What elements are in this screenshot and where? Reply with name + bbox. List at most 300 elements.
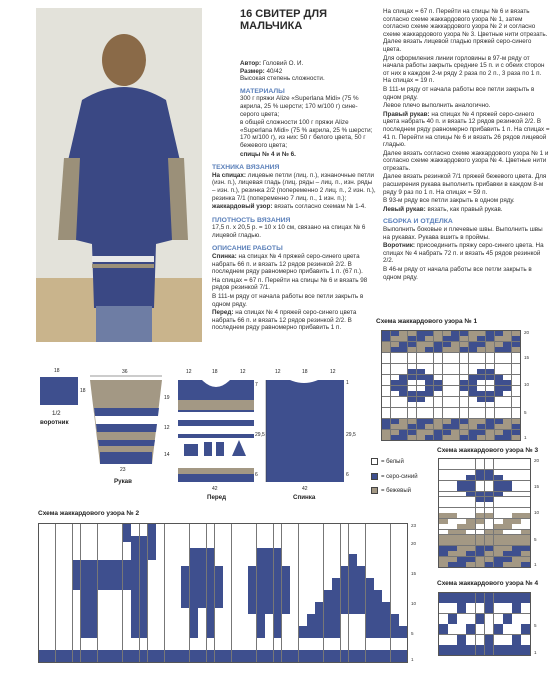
chart-cell bbox=[165, 572, 173, 578]
chart-cell bbox=[332, 614, 340, 620]
chart-cell bbox=[248, 626, 256, 632]
chart-cell bbox=[232, 614, 240, 620]
chart-cell bbox=[366, 626, 374, 632]
chart-cell bbox=[512, 524, 521, 529]
chart-cell bbox=[503, 614, 512, 624]
right-p3: В 111-м ряду от начала работы все петли закрыть в одном ряду. bbox=[383, 85, 535, 101]
chart-cell bbox=[448, 551, 457, 556]
chart-cell bbox=[173, 584, 181, 590]
chart-cell bbox=[165, 650, 173, 656]
chart-cell bbox=[215, 554, 223, 560]
chart-cell bbox=[408, 358, 416, 363]
chart-cell bbox=[349, 638, 357, 644]
chart-cell bbox=[439, 551, 448, 556]
author-label: Автор: bbox=[240, 60, 262, 67]
legend-blue bbox=[371, 473, 441, 482]
chart-cell bbox=[282, 650, 290, 656]
chart-cell bbox=[503, 380, 511, 385]
chart-cell bbox=[476, 603, 485, 613]
chart-cell bbox=[425, 369, 433, 374]
chart-cell bbox=[223, 644, 231, 650]
chart-cell bbox=[476, 464, 485, 469]
chart-cell bbox=[349, 644, 357, 650]
chart-cell bbox=[366, 638, 374, 644]
chart-cell bbox=[73, 596, 81, 602]
chart-cell bbox=[106, 650, 114, 656]
technique-jacquard-label: жаккардовый узор: bbox=[212, 203, 273, 211]
chart-cell bbox=[47, 548, 55, 554]
chart-cell bbox=[324, 524, 332, 530]
chart-cell bbox=[89, 536, 97, 542]
chart-cell bbox=[332, 656, 340, 662]
chart-cell bbox=[73, 536, 81, 542]
materials-p1: 300 г пряжи Alize «Superlana Midi» (75 % акрила, 25 % шерсти; 170 м/100 г) сине-серого цвета; bbox=[240, 95, 359, 118]
chart-cell bbox=[207, 524, 215, 530]
chart-cell bbox=[47, 530, 55, 536]
chart-cell bbox=[434, 413, 442, 418]
chart-cell bbox=[448, 459, 457, 464]
chart-cell bbox=[299, 530, 307, 536]
chart-cell bbox=[89, 566, 97, 572]
chart-cell bbox=[460, 419, 468, 424]
chart-cell bbox=[466, 551, 475, 556]
chart-cell bbox=[98, 638, 106, 644]
chart-cell bbox=[47, 554, 55, 560]
chart-cell bbox=[207, 656, 215, 662]
chart-cell bbox=[512, 530, 521, 535]
chart-cell bbox=[451, 419, 459, 424]
chart-cell bbox=[274, 554, 282, 560]
chart-cell bbox=[274, 644, 282, 650]
schema-1-row-numbers bbox=[524, 329, 538, 442]
chart-cell bbox=[207, 590, 215, 596]
chart-cell bbox=[485, 551, 494, 556]
chart-cell bbox=[173, 542, 181, 548]
chart-cell bbox=[494, 502, 503, 507]
chart-cell bbox=[123, 524, 131, 530]
chart-cell bbox=[408, 397, 416, 402]
chart-cell bbox=[198, 554, 206, 560]
chart-cell bbox=[73, 602, 81, 608]
chart-cell bbox=[391, 548, 399, 554]
chart-cell bbox=[494, 593, 503, 603]
chart-cell bbox=[140, 632, 148, 638]
chart-cell bbox=[466, 624, 475, 634]
chart-cell bbox=[466, 562, 475, 567]
chart-cell bbox=[495, 380, 503, 385]
chart-cell bbox=[512, 364, 520, 369]
chart-cell bbox=[148, 626, 156, 632]
chart-cell bbox=[81, 614, 89, 620]
chart-cell bbox=[521, 481, 530, 486]
chart-cell bbox=[382, 530, 390, 536]
chart-cell bbox=[417, 380, 425, 385]
chart-cell bbox=[98, 530, 106, 536]
chart-cell bbox=[64, 554, 72, 560]
chart-cell bbox=[466, 481, 475, 486]
chart-cell bbox=[140, 596, 148, 602]
chart-cell bbox=[165, 656, 173, 662]
chart-cell bbox=[374, 578, 382, 584]
chart-cell bbox=[374, 542, 382, 548]
chart-cell bbox=[290, 530, 298, 536]
chart-cell bbox=[460, 347, 468, 352]
chart-cell bbox=[494, 519, 503, 524]
chart-cell bbox=[89, 596, 97, 602]
chart-cell bbox=[123, 572, 131, 578]
chart-cell bbox=[131, 644, 139, 650]
chart-cell bbox=[357, 620, 365, 626]
chart-cell bbox=[232, 572, 240, 578]
chart-cell bbox=[39, 590, 47, 596]
chart-cell bbox=[466, 486, 475, 491]
chart-cell bbox=[248, 644, 256, 650]
s2-row-num: 20 bbox=[411, 541, 417, 546]
chart-cell bbox=[123, 542, 131, 548]
back-bottom-dim: 42 bbox=[302, 486, 308, 492]
chart-cell bbox=[47, 578, 55, 584]
chart-cell bbox=[466, 524, 475, 529]
chart-cell bbox=[131, 524, 139, 530]
chart-cell bbox=[140, 626, 148, 632]
chart-cell bbox=[448, 635, 457, 645]
chart-cell bbox=[307, 620, 315, 626]
chart-cell bbox=[106, 590, 114, 596]
chart-cell bbox=[98, 554, 106, 560]
chart-cell bbox=[476, 470, 485, 475]
front-text-1: на спицах № 4 пряжей серо-синего цвета набрать 66 п. и вязать 12 рядов резинкой 2/2. В последнем ряду равномерно прибавить 1 п. bbox=[212, 309, 357, 332]
chart-cell bbox=[443, 413, 451, 418]
chart-cell bbox=[165, 626, 173, 632]
chart-cell bbox=[476, 524, 485, 529]
chart-cell bbox=[232, 584, 240, 590]
chart-cell bbox=[357, 542, 365, 548]
chart-cell bbox=[521, 470, 530, 475]
chart-cell bbox=[434, 342, 442, 347]
chart-cell bbox=[425, 402, 433, 407]
chart-cell bbox=[39, 644, 47, 650]
chart-cell bbox=[73, 620, 81, 626]
chart-cell bbox=[503, 551, 512, 556]
chart-cell bbox=[223, 656, 231, 662]
collar-width-dim: 18 bbox=[54, 368, 60, 374]
chart-cell bbox=[476, 497, 485, 502]
chart-cell bbox=[521, 551, 530, 556]
chart-cell bbox=[494, 562, 503, 567]
chart-cell bbox=[173, 530, 181, 536]
chart-cell bbox=[332, 572, 340, 578]
chart-cell bbox=[477, 413, 485, 418]
chart-cell bbox=[357, 566, 365, 572]
chart-cell bbox=[181, 620, 189, 626]
chart-cell bbox=[156, 650, 164, 656]
chart-cell bbox=[485, 470, 494, 475]
technique-needles-text: лицевые петли (лиц. п.), изнаночные петли (изн. п.), лицевая гладь (лиц. ряды – лиц. п., изн. ряды – изн. п.), резинка 2/2 (попеременно 2 лиц. п., 2 изн. п.), резинка 7/1 (попеременно 7 лиц. п., 1 изн. п.); bbox=[212, 171, 376, 202]
chart-cell bbox=[232, 596, 240, 602]
front-h3-dim: 6 bbox=[255, 472, 258, 478]
chart-cell bbox=[257, 656, 265, 662]
chart-cell bbox=[140, 578, 148, 584]
chart-cell bbox=[315, 632, 323, 638]
chart-cell bbox=[512, 353, 520, 358]
chart-cell bbox=[215, 650, 223, 656]
chart-cell bbox=[332, 542, 340, 548]
chart-cell bbox=[382, 572, 390, 578]
chart-cell bbox=[494, 546, 503, 551]
chart-cell bbox=[503, 347, 511, 352]
chart-cell bbox=[366, 608, 374, 614]
sweater-photo bbox=[36, 8, 202, 342]
chart-cell bbox=[114, 650, 122, 656]
chart-cell bbox=[324, 626, 332, 632]
chart-cell bbox=[451, 391, 459, 396]
chart-cell bbox=[503, 492, 512, 497]
chart-cell bbox=[476, 475, 485, 480]
back-text-2: На спицах = 67 п. Перейти на спицы № 6 и вязать 98 рядов резинкой 7/1. bbox=[212, 276, 368, 292]
chart-cell bbox=[503, 557, 512, 562]
chart-cell bbox=[282, 620, 290, 626]
chart-cell bbox=[307, 560, 315, 566]
chart-cell bbox=[494, 513, 503, 518]
chart-cell bbox=[98, 584, 106, 590]
chart-cell bbox=[399, 342, 407, 347]
chart-cell bbox=[349, 656, 357, 662]
chart-cell bbox=[181, 626, 189, 632]
chart-cell bbox=[140, 650, 148, 656]
chart-cell bbox=[89, 554, 97, 560]
chart-cell bbox=[223, 596, 231, 602]
back-piece bbox=[264, 372, 346, 492]
chart-cell bbox=[282, 536, 290, 542]
chart-cell bbox=[448, 562, 457, 567]
chart-cell bbox=[476, 492, 485, 497]
chart-cell bbox=[399, 638, 407, 644]
chart-cell bbox=[512, 430, 520, 435]
chart-cell bbox=[399, 602, 407, 608]
chart-cell bbox=[89, 626, 97, 632]
chart-cell bbox=[207, 536, 215, 542]
chart-cell bbox=[366, 578, 374, 584]
chart-cell bbox=[366, 644, 374, 650]
chart-cell bbox=[198, 560, 206, 566]
chart-cell bbox=[207, 566, 215, 572]
chart-cell bbox=[198, 542, 206, 548]
chart-cell bbox=[257, 524, 265, 530]
chart-cell bbox=[486, 342, 494, 347]
chart-cell bbox=[443, 435, 451, 440]
chart-cell bbox=[89, 614, 97, 620]
chart-cell bbox=[349, 620, 357, 626]
chart-cell bbox=[190, 524, 198, 530]
chart-cell bbox=[140, 608, 148, 614]
chart-cell bbox=[332, 560, 340, 566]
chart-cell bbox=[448, 475, 457, 480]
chart-cell bbox=[408, 342, 416, 347]
chart-cell bbox=[448, 492, 457, 497]
chart-cell bbox=[290, 584, 298, 590]
chart-cell bbox=[466, 614, 475, 624]
chart-cell bbox=[148, 530, 156, 536]
chart-cell bbox=[282, 578, 290, 584]
chart-cell bbox=[460, 402, 468, 407]
chart-cell bbox=[503, 502, 512, 507]
chart-cell bbox=[265, 608, 273, 614]
chart-cell bbox=[47, 632, 55, 638]
chart-cell bbox=[512, 562, 521, 567]
schema-3-label: Схема жаккардового узора № 3 bbox=[437, 447, 539, 454]
chart-cell bbox=[89, 632, 97, 638]
chart-cell bbox=[89, 530, 97, 536]
chart-cell bbox=[332, 644, 340, 650]
chart-cell bbox=[98, 572, 106, 578]
chart-cell bbox=[434, 380, 442, 385]
chart-cell bbox=[114, 572, 122, 578]
chart-cell bbox=[73, 524, 81, 530]
chart-cell bbox=[307, 584, 315, 590]
chart-cell bbox=[81, 584, 89, 590]
chart-cell bbox=[73, 626, 81, 632]
chart-cell bbox=[382, 656, 390, 662]
chart-cell bbox=[443, 419, 451, 424]
right-sleeve-3: Далее вязать резинкой 7/1 пряжей бежевого цвета. Для расширения рукава выполнить прибавки в каждом 8-м ряду 9 раз по 1 п. На спицах = 59 п. bbox=[383, 173, 547, 196]
right-sleeve-4: В 93-м ряду все петли закрыть в одном ряду. bbox=[383, 197, 515, 205]
chart-cell bbox=[257, 530, 265, 536]
chart-cell bbox=[265, 656, 273, 662]
chart-cell bbox=[451, 369, 459, 374]
chart-cell bbox=[425, 435, 433, 440]
chart-cell bbox=[494, 486, 503, 491]
chart-cell bbox=[434, 358, 442, 363]
chart-cell bbox=[215, 566, 223, 572]
chart-cell bbox=[290, 596, 298, 602]
chart-cell bbox=[248, 590, 256, 596]
chart-cell bbox=[469, 397, 477, 402]
chart-cell bbox=[106, 566, 114, 572]
chart-cell bbox=[106, 656, 114, 662]
chart-cell bbox=[374, 548, 382, 554]
chart-cell bbox=[240, 626, 248, 632]
chart-cell bbox=[114, 524, 122, 530]
chart-cell bbox=[391, 375, 399, 380]
chart-cell bbox=[477, 347, 485, 352]
chart-cell bbox=[486, 358, 494, 363]
chart-cell bbox=[460, 342, 468, 347]
chart-cell bbox=[408, 336, 416, 341]
chart-cell bbox=[434, 419, 442, 424]
chart-cell bbox=[512, 540, 521, 545]
chart-cell bbox=[207, 632, 215, 638]
chart-cell bbox=[382, 644, 390, 650]
chart-cell bbox=[469, 342, 477, 347]
chart-cell bbox=[190, 620, 198, 626]
chart-cell bbox=[114, 566, 122, 572]
chart-cell bbox=[485, 459, 494, 464]
chart-cell bbox=[148, 590, 156, 596]
chart-cell bbox=[443, 331, 451, 336]
chart-cell bbox=[140, 602, 148, 608]
chart-cell bbox=[73, 644, 81, 650]
chart-cell bbox=[391, 632, 399, 638]
chart-cell bbox=[47, 590, 55, 596]
chart-cell bbox=[332, 596, 340, 602]
chart-cell bbox=[324, 536, 332, 542]
chart-cell bbox=[315, 554, 323, 560]
chart-cell bbox=[399, 572, 407, 578]
chart-cell bbox=[434, 430, 442, 435]
chart-cell bbox=[207, 608, 215, 614]
chart-cell bbox=[476, 624, 485, 634]
chart-cell bbox=[248, 656, 256, 662]
chart-cell bbox=[399, 336, 407, 341]
chart-cell bbox=[131, 614, 139, 620]
s2-row-num: 23 bbox=[411, 523, 417, 528]
chart-cell bbox=[457, 513, 466, 518]
chart-cell bbox=[299, 584, 307, 590]
chart-cell bbox=[512, 645, 521, 655]
chart-cell bbox=[448, 593, 457, 603]
chart-cell bbox=[64, 548, 72, 554]
schema-2-label: Схема жаккардового узора № 2 bbox=[38, 510, 140, 517]
chart-cell bbox=[156, 578, 164, 584]
chart-cell bbox=[448, 614, 457, 624]
front-h1-dim: 7 bbox=[255, 382, 258, 388]
chart-cell bbox=[148, 602, 156, 608]
chart-cell bbox=[366, 614, 374, 620]
chart-cell bbox=[274, 572, 282, 578]
chart-cell bbox=[315, 560, 323, 566]
chart-cell bbox=[190, 590, 198, 596]
chart-cell bbox=[299, 542, 307, 548]
chart-cell bbox=[190, 632, 198, 638]
chart-cell bbox=[324, 620, 332, 626]
chart-cell bbox=[486, 375, 494, 380]
chart-cell bbox=[477, 430, 485, 435]
chart-cell bbox=[512, 603, 521, 613]
chart-cell bbox=[290, 656, 298, 662]
chart-cell bbox=[64, 614, 72, 620]
chart-cell bbox=[476, 557, 485, 562]
chart-cell bbox=[98, 548, 106, 554]
chart-cell bbox=[215, 536, 223, 542]
chart-cell bbox=[232, 566, 240, 572]
chart-cell bbox=[39, 530, 47, 536]
chart-cell bbox=[232, 638, 240, 644]
chart-cell bbox=[131, 560, 139, 566]
chart-cell bbox=[240, 644, 248, 650]
chart-cell bbox=[495, 391, 503, 396]
chart-cell bbox=[332, 608, 340, 614]
chart-cell bbox=[140, 572, 148, 578]
chart-cell bbox=[341, 608, 349, 614]
chart-cell bbox=[341, 536, 349, 542]
chart-cell bbox=[165, 524, 173, 530]
front-label: Перед: bbox=[212, 309, 234, 317]
chart-cell bbox=[89, 656, 97, 662]
chart-cell bbox=[131, 656, 139, 662]
chart-cell bbox=[198, 614, 206, 620]
chart-cell bbox=[341, 524, 349, 530]
chart-cell bbox=[165, 566, 173, 572]
chart-cell bbox=[56, 572, 64, 578]
chart-cell bbox=[434, 424, 442, 429]
chart-cell bbox=[240, 650, 248, 656]
chart-cell bbox=[503, 419, 511, 424]
chart-cell bbox=[399, 397, 407, 402]
chart-cell bbox=[457, 546, 466, 551]
chart-cell bbox=[89, 608, 97, 614]
chart-cell bbox=[324, 614, 332, 620]
chart-cell bbox=[366, 596, 374, 602]
